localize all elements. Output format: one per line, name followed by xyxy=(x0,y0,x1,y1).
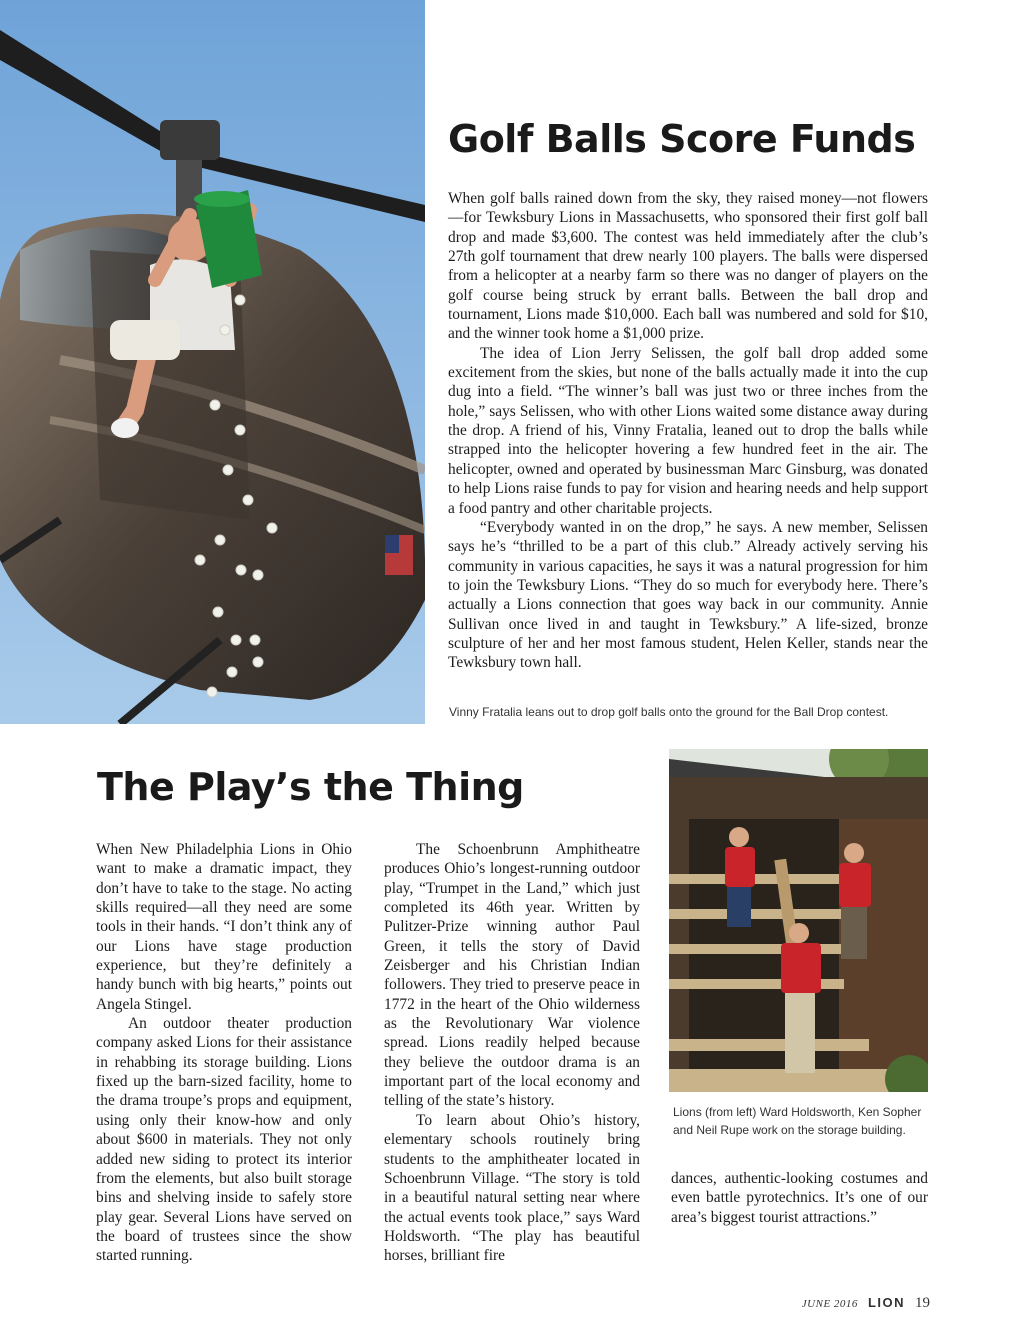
issue-date: JUNE 2016 xyxy=(801,1298,858,1310)
story2-column-1 xyxy=(96,840,352,1266)
story2-paragraph: dances, authentic-looking costumes and even battle pyrotechnics. It’s one of our area’s biggest tourist attractions.” xyxy=(671,1170,928,1226)
helicopter-photo xyxy=(0,0,425,724)
magazine-name: LION xyxy=(867,1295,905,1310)
storage-building-caption: Lions (from left) Ward Holdsworth, Ken Sopher and Neil Rupe work on the storage building. xyxy=(673,1105,922,1137)
story2-paragraph: When New Philadelphia Lions in Ohio want to make a dramatic impact, they don’t have to take to the stage. No acting skills required—all they need are some tools in their hands. “I don’t think any of our Lions have stage production experience, but they’re definitely a handy bunch with big hearts,” points out Angela Stingel. xyxy=(96,841,352,1013)
story1-paragraph: “Everybody wanted in on the drop,” he says. A new member, Selissen says he’s “thrilled to be a part of this club.” Already actively serving his community in various capacities, he says it was a natural progression for him to join the Tewksbury Lions. “They do so much for everybody here. There’s actually a Lions connection that goes way back in our community. Annie Sullivan once lived in and taught in Tewksbury.” A life-sized, bronze sculpture of her and her most famous student, Helen Keller, stands near the Tewksbury town hall. xyxy=(448,518,928,672)
story2-column-3 xyxy=(671,1169,928,1227)
story2-column-2 xyxy=(384,840,640,1266)
story2-title: The Play’s the Thing xyxy=(97,765,524,809)
story1-paragraph: When golf balls rained down from the sky, they raised money—not flowers—for Tewksbury Lions in Massachusetts, who sponsored their first golf ball drop and made $3,600. The contest was held immediately after the club’s 27th golf tournament that drew nearly 100 players. The balls were dispersed from a helicopter at a nearby farm so there was no danger of players on the golf course being struck by errant balls. Between the ball drop and tournament, Lions made $10,000. Each ball was numbered and sold for $10, and the winner took home a $1,000 prize. xyxy=(448,190,928,343)
story2-paragraph: The Schoenbrunn Amphitheatre produces Ohio’s longest-running outdoor play, “Trumpet in the Land,” which just completed its 46th year. Written by Pulitzer-Prize winning author Paul Green, it tells the story of David Zeisberger and his Christian Indian followers. They tried to preserve peace in 1772 in the heart of the Ohio wilderness as the Revolutionary War violence spread. Lions readily helped because they believe the outdoor drama is an important part of the local economy and telling of the state’s history. xyxy=(384,841,640,1110)
story1-title: Golf Balls Score Funds xyxy=(448,117,916,161)
story1-body xyxy=(448,189,928,673)
storage-building-photo xyxy=(669,749,928,1092)
page-number: 19 xyxy=(915,1295,930,1311)
story1-paragraph: The idea of Lion Jerry Selissen, the golf ball drop added some excitement from the skies, but none of the balls actually made it into the cup dug into a field. “The winner’s ball was just two or three inches from the hole,” says Selissen, who with other Lions waited some distance away during the drop. A friend of his, Vinny Fratalia, leaned out to drop the balls while strapped into the helicopter hovering a few hundred feet in the air. The helicopter, owned and operated by businessman Marc Ginsburg, was donated to help Lions raise funds to pay for vision and hearing needs and help support a food pantry and other charitable projects. xyxy=(448,344,928,517)
story2-paragraph: An outdoor theater production company asked Lions for their assistance in rehabbing its storage building. Lions fixed up the barn-sized facility, home to the drama troupe’s props and equipment, using only their know-how and only about $600 in materials. They not only added new siding to protect its interior from the elements, but also built storage bins and shelving inside to safely store play gear. Several Lions have served on the board of trustees since the show started running. xyxy=(96,1015,352,1265)
helicopter-photo-caption: Vinny Fratalia leans out to drop golf balls onto the ground for the Ball Drop contest. xyxy=(449,705,889,719)
story2-paragraph: To learn about Ohio’s history, elementary schools routinely bring students to the amphitheater located in Schoenbrunn Village. “The story is told in a beautiful natural setting near where the actual events took place,” says Ward Holdsworth. “The play has beautiful horses, brilliant fire xyxy=(384,1111,640,1265)
page-footer xyxy=(802,1294,930,1312)
